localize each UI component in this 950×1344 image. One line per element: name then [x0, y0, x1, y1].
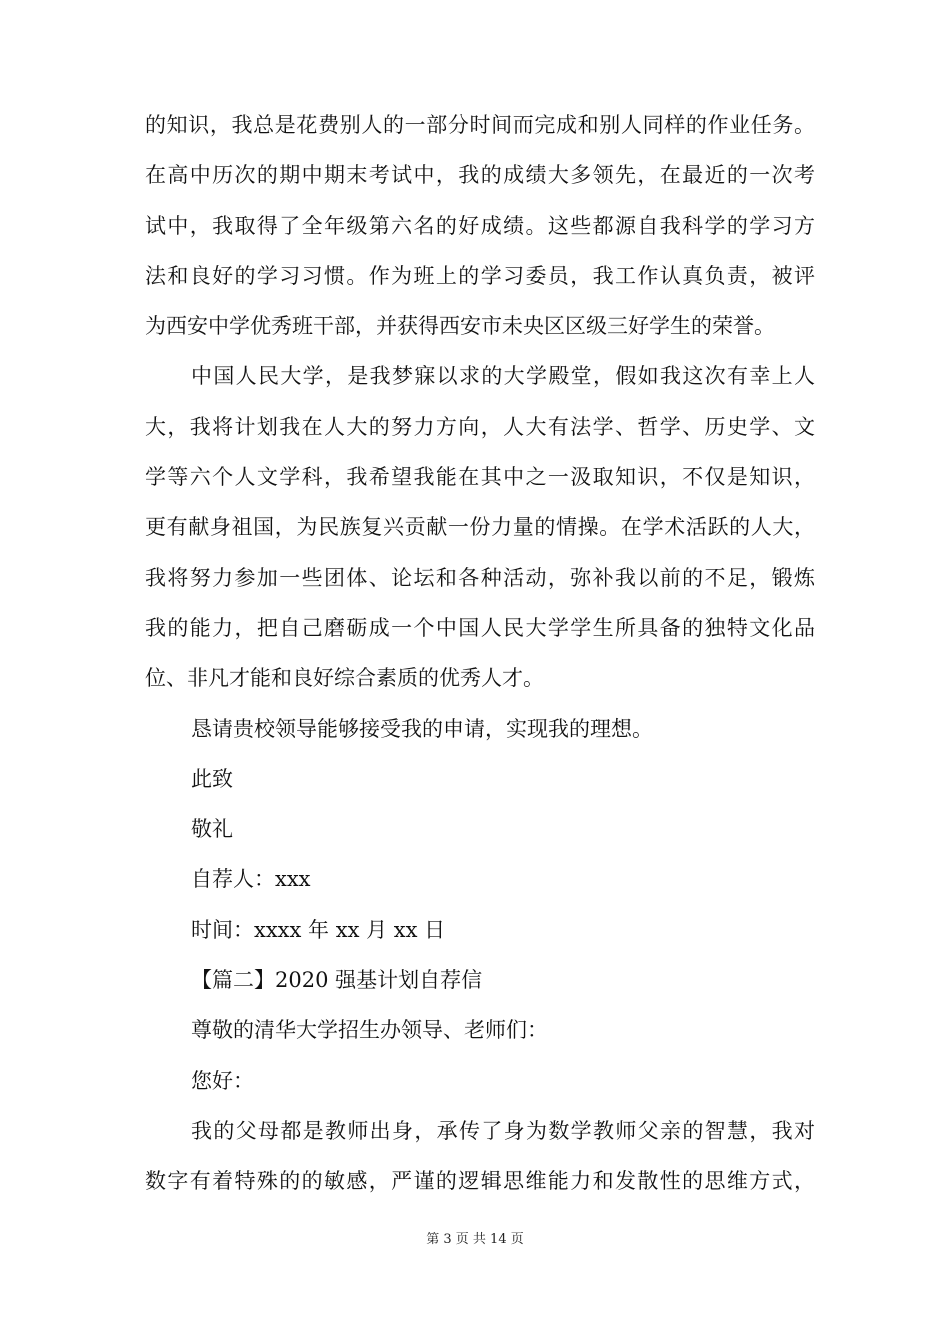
text-line: 中国人民大学，是我梦寐以求的大学殿堂，假如我这次有幸上人 — [191, 364, 815, 389]
section-heading: 【篇二】2020 强基计划自荐信 — [191, 968, 483, 993]
text-line: 我将努力参加一些团体、论坛和各种活动，弥补我以前的不足，锻炼 — [145, 565, 815, 590]
document-body — [145, 100, 815, 1207]
text-line: 在高中历次的期中期末考试中，我的成绩大多领先，在最近的一次考 — [145, 163, 815, 188]
addressee-line: 尊敬的清华大学招生办领导、老师们： — [191, 1018, 548, 1043]
signer-line: 自荐人：xxx — [191, 867, 311, 892]
text-line: 数字有着特殊的的敏感，严谨的逻辑思维能力和发散性的思维方式， — [145, 1169, 815, 1194]
paragraph-2 — [145, 351, 815, 703]
date-line: 时间：xxxx 年 xx 月 xx 日 — [191, 917, 446, 942]
paragraph-1 — [145, 100, 815, 351]
text-line: 我的父母都是教师出身，承传了身为数学教师父亲的智慧，我对 — [191, 1118, 815, 1143]
text-line: 我的能力，把自己磨砺成一个中国人民大学学生所具备的独特文化品 — [145, 615, 815, 640]
text-line: 的知识，我总是花费别人的一部分时间而完成和别人同样的作业任务。 — [145, 113, 815, 137]
page-number-footer: 第 3 页 共 14 页 — [426, 1232, 524, 1247]
paragraph-3 — [145, 1106, 815, 1207]
text-line: 为西安中学优秀班干部，并获得西安市未央区区级三好学生的荣誉。 — [145, 314, 775, 339]
text-line: 试中，我取得了全年级第六名的好成绩。这些都源自我科学的学习方 — [145, 213, 815, 238]
text-line: 更有献身祖国，为民族复兴贡献一份力量的情操。在学术活跃的人大， — [145, 515, 815, 540]
text-line: 大，我将计划我在人大的努力方向，人大有法学、哲学、历史学、文 — [145, 414, 815, 439]
greeting-line: 您好： — [191, 1068, 254, 1093]
text-line: 位、非凡才能和良好综合素质的优秀人才。 — [145, 666, 544, 691]
text-line: 法和良好的学习习惯。作为班上的学习委员，我工作认真负责，被评 — [145, 263, 815, 288]
text-line: 学等六个人文学科，我希望我能在其中之一汲取知识，不仅是知识， — [145, 465, 815, 490]
closing-request: 恳请贵校领导能够接受我的申请，实现我的理想。 — [191, 716, 653, 741]
salutation-line-2: 敬礼 — [191, 817, 233, 842]
salutation-line-1: 此致 — [191, 766, 233, 791]
